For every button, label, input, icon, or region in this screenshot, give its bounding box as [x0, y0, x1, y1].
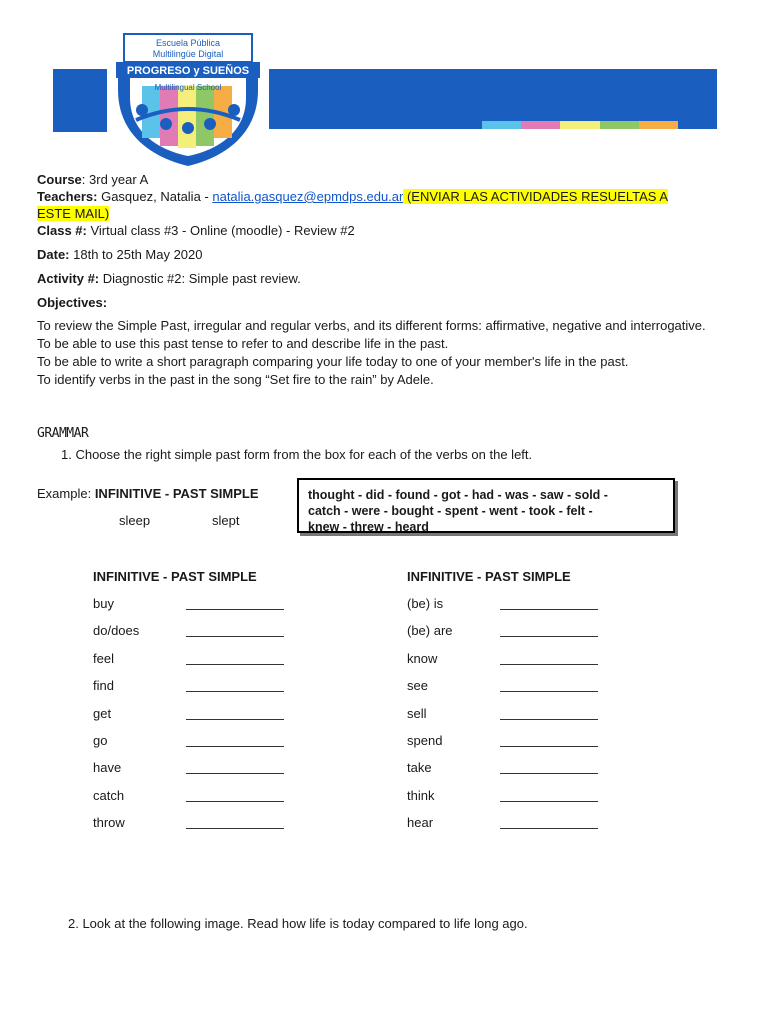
verb-infinitive: feel — [93, 650, 114, 666]
answer-blank[interactable] — [186, 828, 284, 829]
objective-item: To review the Simple Past, irregular and regular verbs, and its different forms: affirmative, negative and interrogative. — [37, 318, 706, 333]
verb-infinitive: go — [93, 733, 108, 748]
date-line — [37, 246, 203, 263]
date-label: Date: — [37, 247, 70, 262]
school-banner: PROGRESO y SUEÑOS — [126, 65, 250, 77]
answer-blank[interactable] — [500, 609, 598, 610]
answer-blank[interactable] — [186, 719, 284, 720]
verb-infinitive: think — [407, 787, 435, 803]
example-row — [37, 486, 259, 501]
example-label: Example: — [37, 486, 95, 501]
course-label: Course — [37, 172, 82, 187]
answer-blank[interactable] — [500, 691, 598, 692]
answer-blank[interactable] — [500, 636, 598, 637]
word-box-line: catch - were - bought - spent - went - took - felt - — [308, 504, 593, 518]
verb-infinitive: (be) are — [407, 623, 453, 639]
school-crest-logo — [112, 28, 264, 168]
verb-infinitive: (be) is — [407, 596, 444, 611]
teachers-line — [37, 188, 668, 205]
word-box-line: knew - threw - heard — [308, 520, 429, 534]
instruction-2: 2. Look at the following image. Read how life is today compared to life long ago. — [68, 916, 528, 931]
teachers-name: Gasquez, Natalia - — [97, 189, 213, 204]
answer-blank[interactable] — [186, 636, 284, 637]
class-label: Class #: — [37, 223, 87, 238]
answer-blank[interactable] — [500, 719, 598, 720]
course-value: : 3rd year A — [81, 172, 149, 187]
teachers-label: Teachers: — [37, 189, 98, 204]
answer-blank[interactable] — [186, 609, 284, 610]
activity-label: Activity #: — [37, 271, 100, 286]
answer-blank[interactable] — [500, 746, 598, 747]
instruction-1: 1. Choose the right simple past form from the box for each of the verbs on the left. — [61, 447, 533, 462]
verb-infinitive: take — [407, 760, 432, 776]
objective-item: To be able to use this past tense to refer to and describe life in the past. — [37, 336, 449, 351]
verb-infinitive: have — [93, 760, 122, 776]
example-infinitive: sleep — [119, 513, 151, 528]
verb-infinitive: hear — [407, 815, 434, 831]
header-left-bar — [53, 69, 107, 132]
verb-infinitive: find — [93, 678, 114, 694]
teachers-note-continued: ESTE MAIL) — [37, 206, 110, 221]
teachers-email-link[interactable]: natalia.gasquez@epmdps.edu.ar — [212, 189, 404, 204]
stripe-pink — [521, 121, 560, 129]
verb-infinitive: see — [407, 678, 428, 694]
answer-blank[interactable] — [500, 773, 598, 774]
verb-infinitive: know — [407, 650, 438, 666]
example-header: INFINITIVE - PAST SIMPLE — [94, 486, 259, 501]
header-right-bar — [269, 69, 717, 129]
verb-infinitive: buy — [93, 596, 114, 611]
right-column-header: INFINITIVE - PAST SIMPLE — [407, 569, 571, 584]
objective-item: To be able to write a short paragraph comparing your life today to one of your member's life in the past. — [37, 354, 629, 369]
course-line — [37, 171, 148, 188]
answer-blank[interactable] — [186, 664, 284, 665]
school-motto: Multilingual School — [154, 83, 222, 92]
answer-blank[interactable] — [500, 801, 598, 802]
stripe-orange — [639, 121, 678, 129]
verb-infinitive: sell — [407, 705, 427, 721]
school-name-line1: Escuela Pública — [155, 38, 221, 48]
answer-blank[interactable] — [186, 691, 284, 692]
date-value: 18th to 25th May 2020 — [69, 247, 203, 262]
activity-value: Diagnostic #2: Simple past review. — [99, 271, 301, 286]
answer-blank[interactable] — [186, 746, 284, 747]
stripe-yellow — [560, 121, 599, 129]
answer-blank[interactable] — [186, 773, 284, 774]
header-color-stripes — [482, 121, 678, 129]
activity-line — [37, 270, 301, 287]
word-box-line: thought - did - found - got - had - was - saw - sold - — [308, 488, 608, 502]
objectives-heading: Objectives: — [37, 295, 108, 310]
teachers-note: (ENVIAR LAS ACTIVIDADES RESUELTAS A — [403, 189, 669, 204]
verb-infinitive: catch — [93, 787, 125, 803]
example-past: slept — [212, 513, 240, 528]
verb-infinitive: do/does — [93, 623, 140, 639]
objective-item: To identify verbs in the past in the song “Set fire to the rain” by Adele. — [37, 372, 434, 387]
grammar-heading: GRAMMAR — [37, 426, 89, 441]
verb-infinitive: throw — [93, 815, 125, 831]
school-name-line2: Multilingüe Digital — [152, 49, 224, 59]
left-column-header: INFINITIVE - PAST SIMPLE — [93, 569, 257, 584]
stripe-green — [600, 121, 639, 129]
class-line — [37, 222, 355, 239]
answer-blank[interactable] — [500, 828, 598, 829]
class-value: Virtual class #3 - Online (moodle) - Review #2 — [86, 223, 355, 238]
stripe-cyan — [482, 121, 521, 129]
answer-blank[interactable] — [500, 664, 598, 665]
teachers-line-2 — [37, 205, 109, 222]
verb-infinitive: spend — [407, 733, 443, 748]
objectives-list — [37, 317, 727, 389]
word-box — [297, 478, 675, 533]
verb-infinitive: get — [93, 705, 112, 721]
answer-blank[interactable] — [186, 801, 284, 802]
